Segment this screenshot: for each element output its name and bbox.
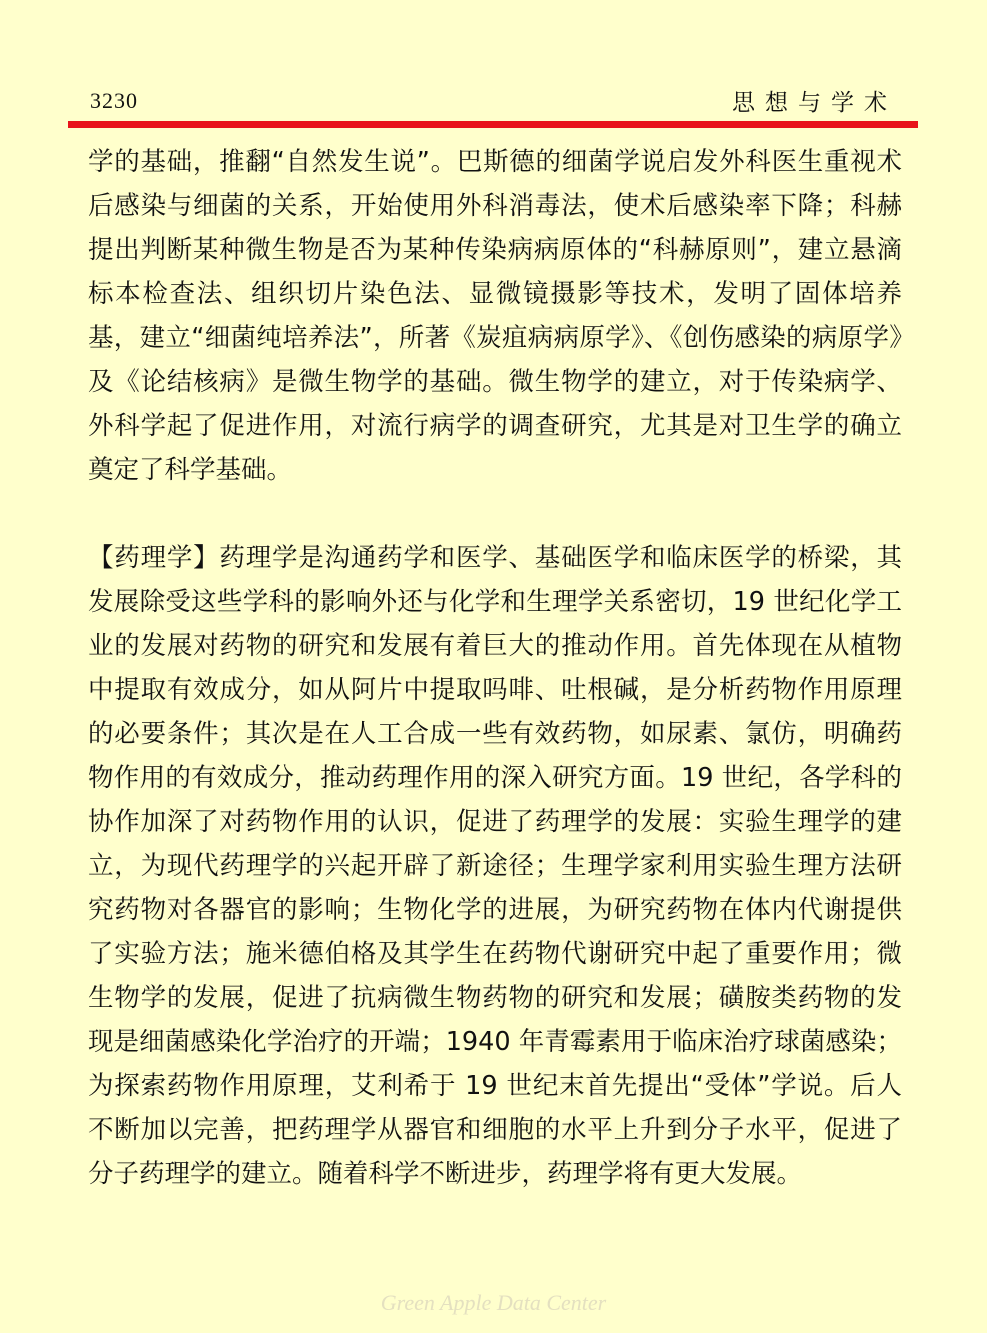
article-body: [88, 140, 902, 1196]
page-number: 3230: [90, 88, 138, 113]
paragraph-pharmacology: 【药理学】药理学是沟通药学和医学、基础医学和临床医学的桥梁，其发展除受这些学科的影响外还与化学和生理学关系密切，19 世纪化学工业的发展对药物的研究和发展有着巨大的推动作用。首先体现在从植物中提取有效成分，如从阿片中提取吗啡、吐根碱，是分析药物作用原理的必要条件；其次是在人工合成一些有效药物，如尿素、氯仿，明确药物作用的有效成分，推动药理作用的深入研究方面。19 世纪，各学科的协作加深了对药物作用的认识，促进了药理学的发展：实验生理学的建立，为现代药理学的兴起开辟了新途径；生理学家利用实验生理方法研究药物对各器官的影响；生物化学的进展，为研究药物在体内代谢提供了实验方法；施米德伯格及其学生在药物代谢研究中起了重要作用；微生物学的发展，促进了抗病微生物药物的研究和发展；磺胺类药物的发现是细菌感染化学治疗的开端；1940 年青霉素用于临床治疗球菌感染；为探索药物作用原理，艾利希于 19 世纪末首先提出“受体”学说。后人不断加以完善，把药理学从器官和细胞的水平上升到分子水平，促进了分子药理学的建立。随着科学不断进步，药理学将有更大发展。: [88, 543, 902, 1189]
paragraph-microbiology: 学的基础，推翻“自然发生说”。巴斯德的细菌学说启发外科医生重视术后感染与细菌的关系，开始使用外科消毒法，使术后感染率下降；科赫提出判断某种微生物是否为某种传染病病原体的“科赫原则”，建立悬滴标本检查法、组织切片染色法、显微镜摄影等技术，发明了固体培养基，建立“细菌纯培养法”，所著《炭疽病病原学》、《创伤感染的病原学》及《论结核病》是微生物学的基础。微生物学的建立，对于传染病学、外科学起了促进作用，对流行病学的调查研究，尤其是对卫生学的确立奠定了科学基础。: [88, 147, 902, 485]
journal-title: 思想与学术: [732, 90, 897, 116]
header-divider: [68, 121, 918, 128]
watermark: Green Apple Data Center: [380, 1290, 607, 1315]
